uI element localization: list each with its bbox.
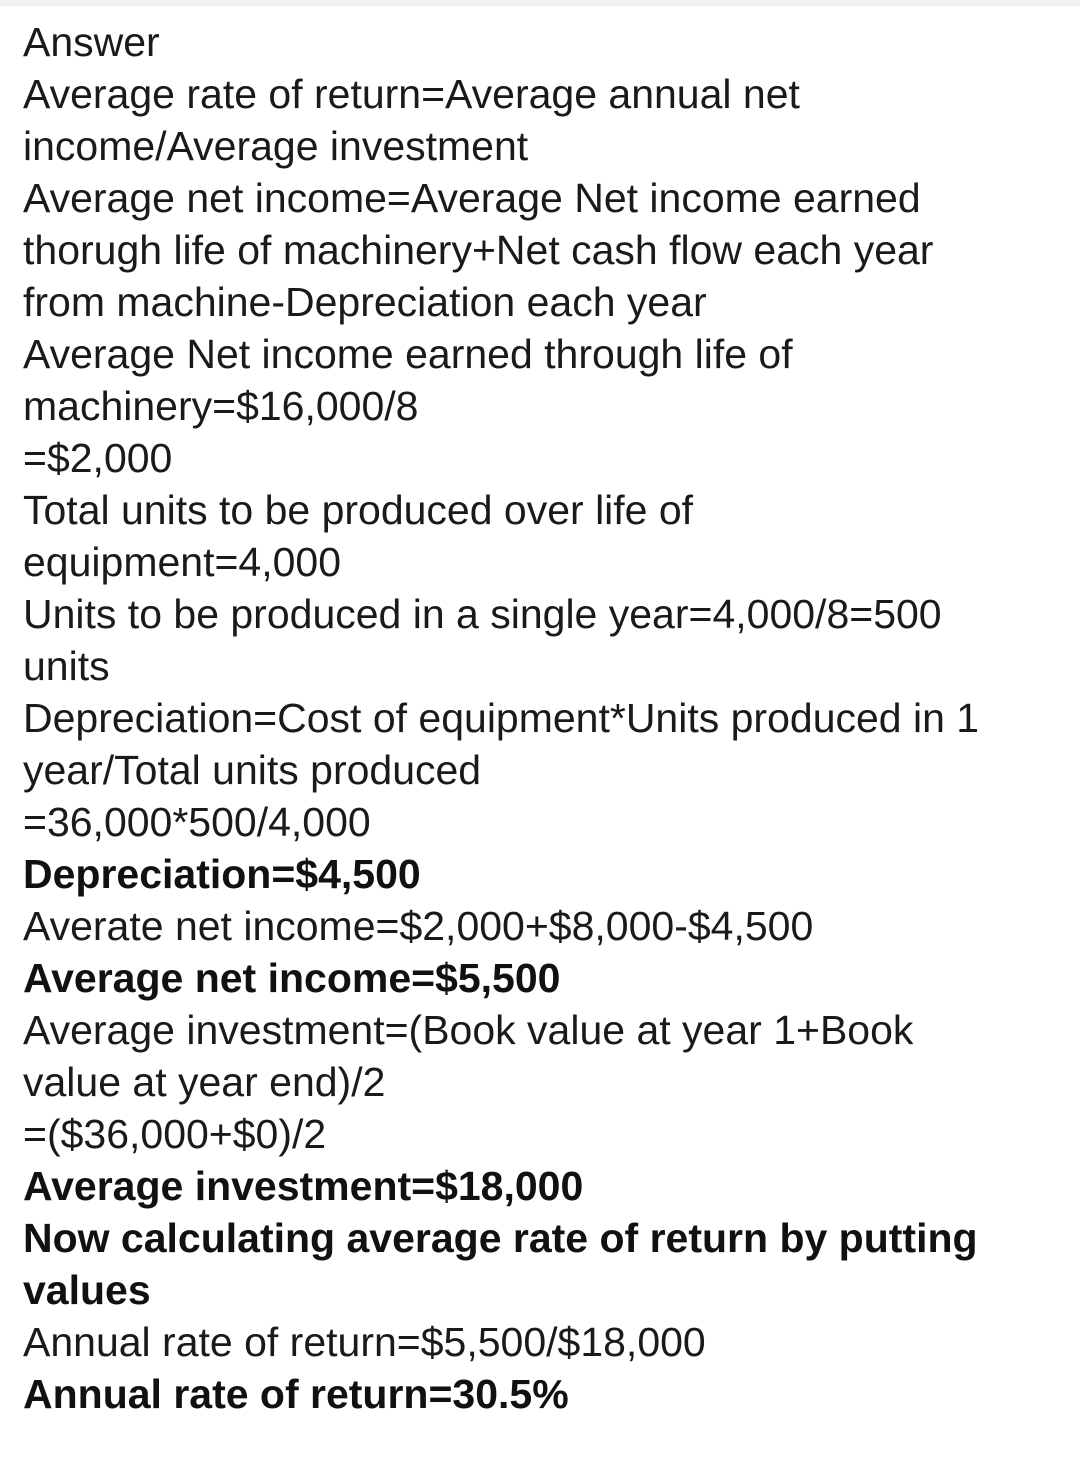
answer-heading: Answer (23, 19, 160, 65)
text-line: equipment=4,000 (23, 539, 342, 585)
answer-text-block (23, 16, 1063, 1420)
text-line: =36,000*500/4,000 (23, 799, 371, 845)
text-line: Average investment=(Book value at year 1+Book (23, 1007, 914, 1053)
average-investment-result: Average investment=$18,000 (23, 1163, 584, 1209)
text-line: Depreciation=Cost of equipment*Units produced in 1 (23, 695, 980, 741)
text-line: value at year end)/2 (23, 1059, 386, 1105)
text-line: machinery=$16,000/8 (23, 383, 419, 429)
text-line: units (23, 643, 110, 689)
text-line: from machine-Depreciation each year (23, 279, 707, 325)
formula-line: income/Average investment (23, 123, 529, 169)
formula-line: Average rate of return=Average annual net (23, 71, 800, 117)
depreciation-result: Depreciation=$4,500 (23, 851, 421, 897)
text-line: Average net income=Average Net income earned (23, 175, 921, 221)
text-line: Total units to be produced over life of (23, 487, 694, 533)
text-line: =$2,000 (23, 435, 173, 481)
text-line: =($36,000+$0)/2 (23, 1111, 327, 1157)
calculation-intro: Now calculating average rate of return by putting (23, 1215, 978, 1261)
text-line: Annual rate of return=$5,500/$18,000 (23, 1319, 706, 1365)
calculation-intro: values (23, 1267, 151, 1313)
final-answer: Annual rate of return=30.5% (23, 1371, 569, 1417)
text-line: thorugh life of machinery+Net cash flow each year (23, 227, 934, 273)
top-edge-divider (0, 0, 1080, 6)
text-line: Averate net income=$2,000+$8,000-$4,500 (23, 903, 814, 949)
text-line: Units to be produced in a single year=4,000/8=500 (23, 591, 942, 637)
text-line: year/Total units produced (23, 747, 482, 793)
average-net-income-result: Average net income=$5,500 (23, 955, 561, 1001)
text-line: Average Net income earned through life of (23, 331, 793, 377)
